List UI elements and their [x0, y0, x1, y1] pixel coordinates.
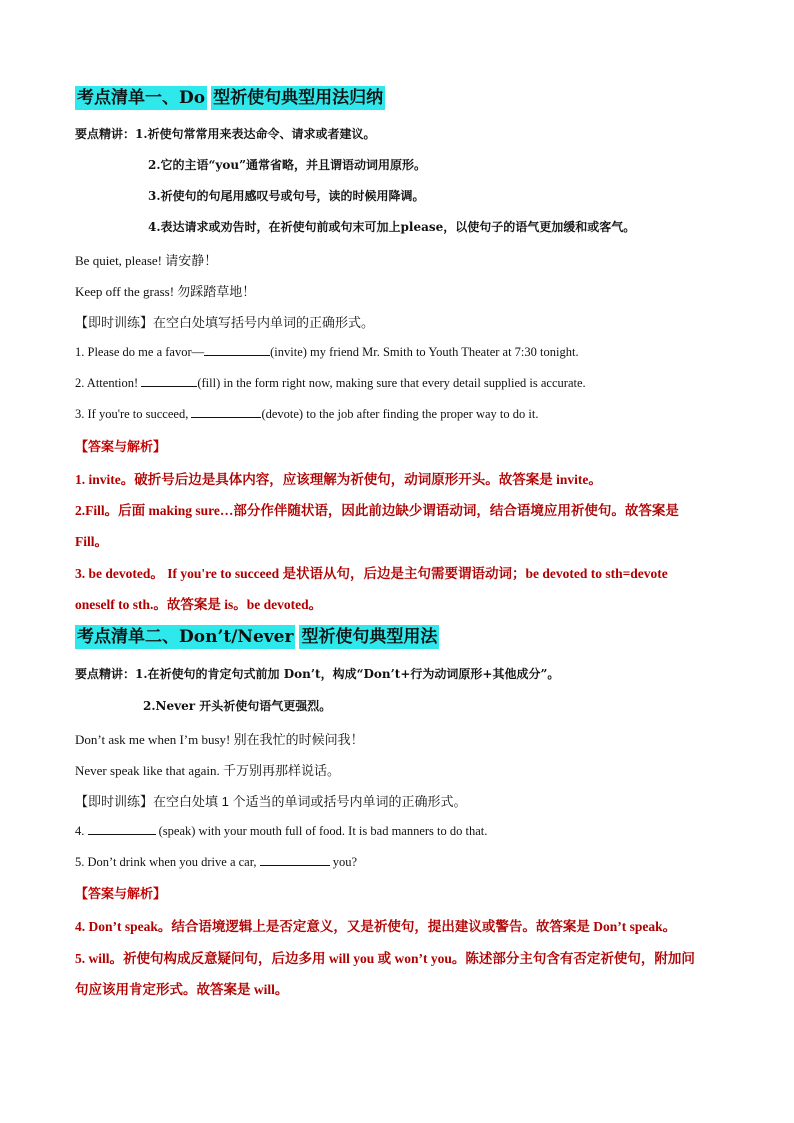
section1-example-2: Keep off the grass! 勿踩踏草地！ — [75, 284, 256, 299]
section1-answer-3: 3. be devoted。 If you're to succeed 是状语从句，后边是主句需要谓语动词；be devoted to sth=devote — [75, 566, 668, 581]
section1-title — [75, 86, 385, 110]
section2-answer-5: 5. will。祈使句构成反意疑问句，后边多用 will you 或 won’t you。陈述部分主句含有否定祈使句，附加问 — [75, 951, 695, 966]
section1-answer-1: 1. invite。破折号后边是具体内容，应该理解为祈使句，动词原形开头。故答案是 invite。 — [75, 472, 602, 487]
answer-blank — [88, 822, 156, 835]
section1-point-1: 要点精讲：1.祈使句常常用来表达命令、请求或者建议。 — [75, 127, 376, 141]
section2-answer-4: 4. Don’t speak。结合语境逻辑上是否定意义，又是祈使句，提出建议或警告。故答案是 Don’t speak。 — [75, 919, 677, 934]
section1-point-4: 4.表达请求或劝告时，在祈使句前或句末可加上please，以使句子的语气更加缓和或客气。 — [148, 220, 636, 234]
section2-point-2: 2.Never 开头祈使句语气更强烈。 — [143, 699, 332, 713]
section1-title-part-a: 考点清单一、Do — [77, 88, 206, 108]
section1-answer-2-cont: Fill。 — [75, 534, 108, 549]
answer-blank — [260, 853, 330, 866]
section2-title-part-a: 考点清单二、Don’t/Never — [77, 627, 294, 647]
section1-answer-2: 2.Fill。后面 making sure…部分作伴随状语，因此前边缺少谓语动词，结合语境应用祈使句。故答案是 — [75, 503, 679, 518]
question-3: 3. If you're to succeed, (devote) to the job after finding the proper way to do it. — [75, 407, 539, 421]
answer-blank — [141, 374, 197, 387]
answer-blank — [191, 405, 261, 418]
question-4: 4. (speak) with your mouth full of food. It is bad manners to do that. — [75, 824, 488, 838]
section2-point-1: 要点精讲：1.在祈使句的肯定句式前加 Don’t，构成“Don’t+行为动词原形+其他成分”。 — [75, 667, 560, 681]
section1-training-instruction: 【即时训练】在空白处填写括号内单词的正确形式。 — [75, 315, 375, 330]
section2-title-part-b: 型祈使句典型用法 — [301, 627, 438, 647]
section1-example-1: Be quiet, please! 请安静！ — [75, 253, 218, 268]
section2-example-2: Never speak like that again. 千万别再那样说话。 — [75, 763, 340, 778]
question-1: 1. Please do me a favor— (invite) my friend Mr. Smith to Youth Theater at 7:30 tonight. — [75, 345, 579, 359]
section2-title — [75, 625, 439, 649]
section1-answer-3-cont: oneself to sth.。故答案是 is。be devoted。 — [75, 597, 323, 612]
section2-training-instruction: 【即时训练】在空白处填 1 个适当的单词或括号内单词的正确形式。 — [75, 794, 467, 809]
section2-answer-5-cont: 句应该用肯定形式。故答案是 will。 — [75, 982, 289, 997]
section1-title-part-b: 型祈使句典型用法归纳 — [213, 88, 384, 108]
section1-point-2: 2.它的主语“you”通常省略，并且谓语动词用原形。 — [148, 158, 427, 172]
section2-example-1: Don’t ask me when I’m busy! 别在我忙的时候问我！ — [75, 732, 364, 747]
section1-answer-header: 【答案与解析】 — [75, 440, 167, 455]
section2-answer-header: 【答案与解析】 — [75, 887, 167, 902]
answer-blank — [204, 343, 270, 356]
question-2: 2. Attention! (fill) in the form right now, making sure that every detail supplied is accurate. — [75, 376, 586, 390]
question-5: 5. Don’t drink when you drive a car, you? — [75, 855, 358, 869]
section1-point-3: 3.祈使句的句尾用感叹号或句号，读的时候用降调。 — [148, 189, 425, 203]
